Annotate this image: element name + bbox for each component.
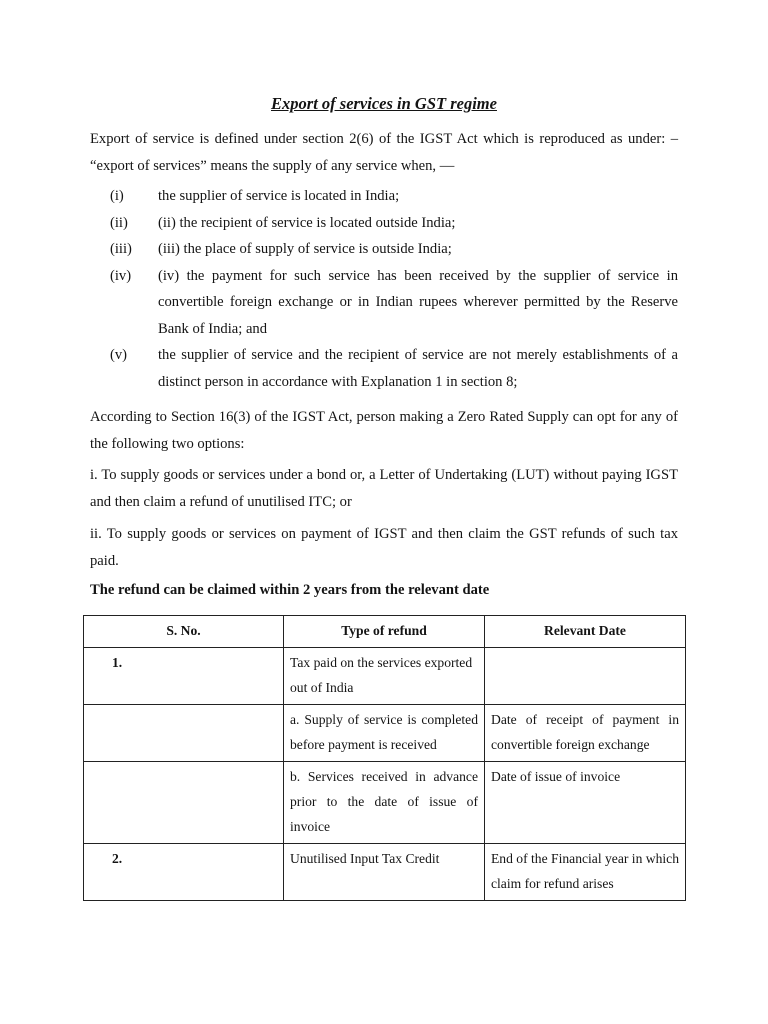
list-item-number: (ii) — [110, 214, 128, 231]
list-item — [110, 342, 678, 395]
list-item-text: the supplier of service and the recipient of service are not merely establishments of a distinct person in accordance with Explanation 1 in section 8; — [158, 347, 678, 390]
cell-sno: 2. — [84, 844, 284, 901]
cell-type: Tax paid on the services exported out of India — [284, 648, 485, 705]
header-type-of-refund: Type of refund — [284, 616, 485, 648]
cell-type: b. Services received in advance prior to the date of issue of invoice — [284, 762, 485, 844]
list-item — [110, 236, 678, 263]
option-one-paragraph: i. To supply goods or services under a bond or, a Letter of Undertaking (LUT) without paying IGST and then claim a refund of unutilised ITC; or — [90, 467, 678, 510]
cell-date: Date of issue of invoice — [485, 762, 686, 844]
cell-sno — [84, 705, 284, 762]
table-header-row — [84, 616, 686, 648]
cell-type: Unutilised Input Tax Credit — [284, 844, 485, 901]
list-item-text: the supplier of service is located in India; — [158, 188, 400, 204]
list-item-number: (iii) — [110, 241, 132, 257]
list-item — [110, 210, 678, 237]
option-two-paragraph: ii. To supply goods or services on payment of IGST and then claim the GST refunds of such tax paid. — [90, 526, 678, 569]
cell-date: Date of receipt of payment in convertible foreign exchange — [485, 705, 686, 762]
cell-sno — [84, 762, 284, 844]
table-row — [84, 705, 686, 762]
table-row — [84, 648, 686, 705]
intro-paragraph: Export of service is defined under section 2(6) of the IGST Act which is reproduced as under: – “export of services” means the supply of any service when, — — [90, 131, 678, 174]
document-title: Export of services in GST regime — [271, 94, 497, 113]
list-item — [110, 263, 678, 343]
refund-table — [83, 615, 686, 901]
table-row — [84, 762, 686, 844]
list-item-number: (iv) — [110, 267, 132, 284]
list-item-number: (i) — [110, 188, 124, 204]
list-item-text: (ii) the recipient of service is located outside India; — [158, 214, 456, 231]
refund-heading: The refund can be claimed within 2 years from the relevant date — [90, 582, 490, 598]
cell-date: End of the Financial year in which claim for refund arises — [485, 844, 686, 901]
cell-sno: 1. — [84, 648, 284, 705]
list-item-number: (v) — [110, 347, 128, 363]
cell-date — [485, 648, 686, 705]
table-row — [84, 844, 686, 901]
section16-paragraph: According to Section 16(3) of the IGST Act, person making a Zero Rated Supply can opt for any of the following two options: — [90, 409, 678, 452]
cell-type: a. Supply of service is completed before payment is received — [284, 705, 485, 762]
export-conditions-list — [110, 183, 678, 395]
header-sno: S. No. — [84, 616, 284, 648]
list-item-text: (iii) the place of supply of service is outside India; — [158, 241, 452, 257]
list-item-text: (iv) the payment for such service has been received by the supplier of service in convertible foreign exchange or in Indian rupees wherever permitted by the Reserve Bank of India; and — [158, 267, 678, 337]
list-item — [110, 183, 678, 210]
header-relevant-date: Relevant Date — [485, 616, 686, 648]
